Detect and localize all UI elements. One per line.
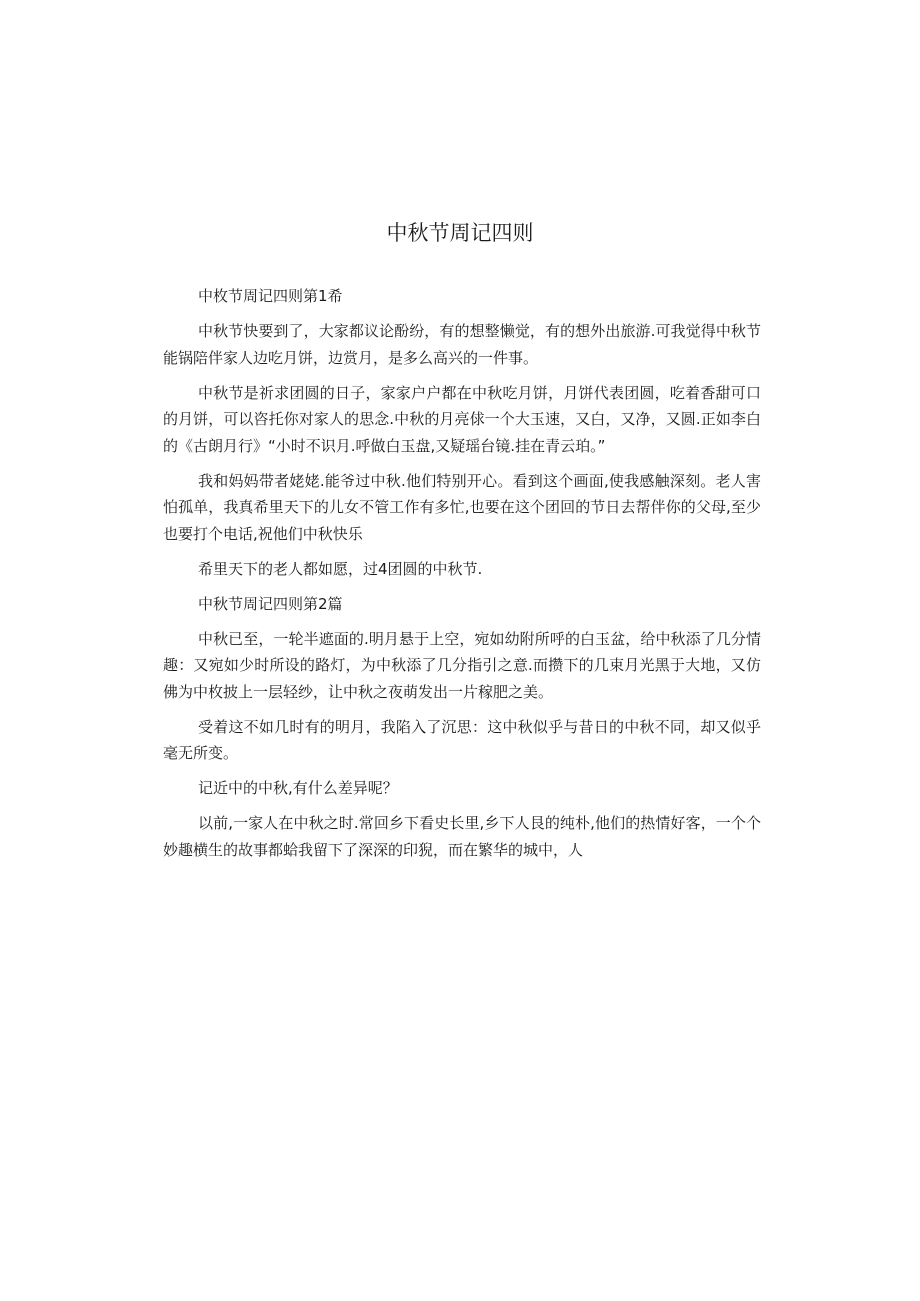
paragraph: 中秋节是祈求团圆的日子，家家户户都在中秋吃月饼，月饼代表团圆，吃着香甜可口的月饼，可以咨托你对家人的思念.中秋的月亮俅一个大玉速，又白，又净，又圆.正如李白的《古朗月行》“小时不识月.呼做白玉盘,又疑瑶台镜.挂在青云珀。” [163, 383, 761, 455]
document-body [163, 283, 761, 872]
document-title: 中秋节周记四则 [386, 221, 534, 245]
paragraph: 中秋节快要到了，大家都议论酚纷，有的想整懒觉，有的想外出旅游.可我觉得中秋节能锅陪伴家人边吃月饼，边赏月，是多么高兴的一件事。 [163, 322, 761, 367]
paragraph: 希里天下的老人都如愿，过4团圆的中秋节. [198, 559, 483, 578]
paragraph: 我和妈妈带者姥姥.能爷过中秋.他们特别开心。看到这个画面,使我感触深刻。老人害怕孤单，我真希里天下的儿女不管工作有多忙,也要在这个团回的节日去帮伴你的父母,至少也要打个电话,祝他们中秋快乐 [163, 471, 761, 543]
section-heading: 中枚节周记四则第1希 [198, 287, 343, 305]
section-heading: 记近中的中秋,有什么差异呢？ [198, 779, 398, 797]
section-heading: 中秋节周记四则第2篇 [198, 594, 343, 613]
paragraph: 中秋已至，一轮半遮面的.明月悬于上空，宛如幼附所呼的白玉盆，给中秋添了几分情趣：又宛如少时所设的路灯，为中秋添了几分指引之意.而攒下的几束月光黑于大地，又仿佛为中枚披上一层轻纱，让中秋之夜萌发出一片稼肥之美。 [163, 629, 761, 701]
paragraph: 受着这不如几时有的明月，我陷入了沉思：这中秋似乎与昔日的中秋不同，却又似乎毫无所变。 [163, 717, 761, 762]
paragraph: 以前,一家人在中秋之时.常回乡下看史长里,乡下人艮的纯朴,他们的热情好客，一个个妙趣横生的故事都蛤我留下了深深的印猊，而在繁华的城中，人 [163, 814, 761, 859]
